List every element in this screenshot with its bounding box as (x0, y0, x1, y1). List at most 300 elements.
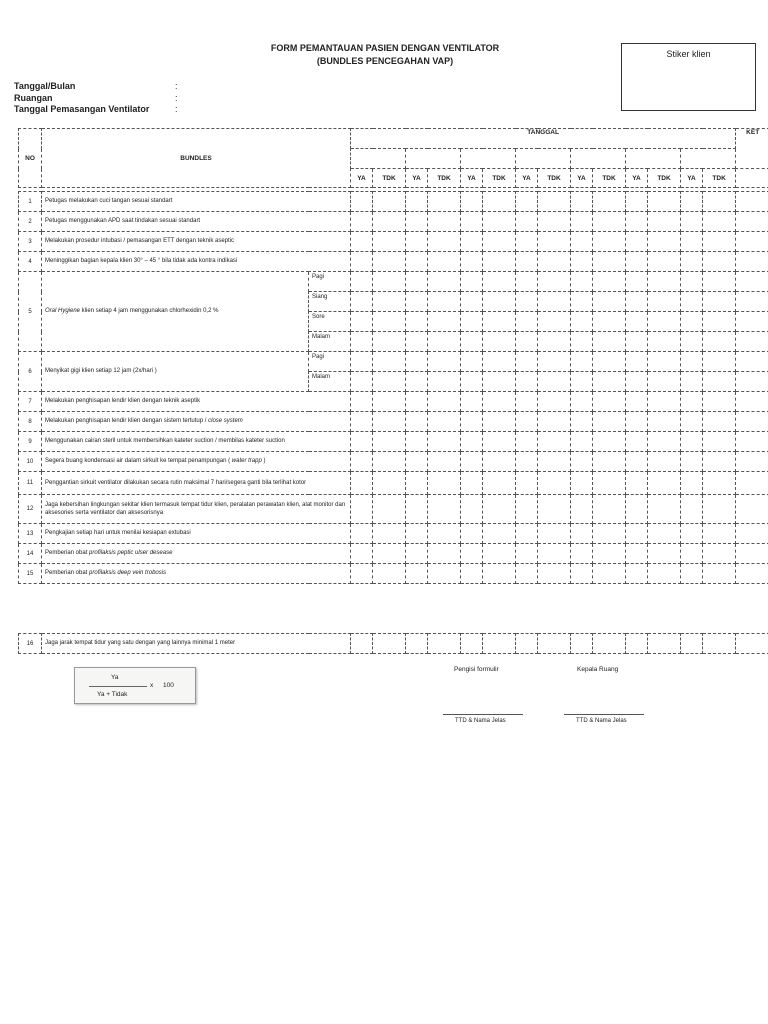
no-check-cell[interactable] (428, 544, 461, 564)
no-check-cell[interactable] (593, 392, 626, 412)
no-check-cell[interactable] (373, 564, 406, 584)
no-check-cell[interactable] (593, 412, 626, 432)
yes-check-cell[interactable] (406, 372, 428, 392)
yes-check-cell[interactable] (351, 292, 373, 312)
no-check-cell[interactable] (428, 634, 461, 654)
ket-cell[interactable] (736, 634, 768, 654)
yes-check-cell[interactable] (461, 452, 483, 472)
no-check-cell[interactable] (373, 192, 406, 212)
yes-check-cell[interactable] (351, 564, 373, 584)
no-check-cell[interactable] (648, 392, 681, 412)
yes-check-cell[interactable] (626, 544, 648, 564)
yes-check-cell[interactable] (406, 495, 428, 524)
yes-check-cell[interactable] (406, 544, 428, 564)
no-check-cell[interactable] (593, 332, 626, 352)
yes-check-cell[interactable] (461, 544, 483, 564)
yes-check-cell[interactable] (461, 524, 483, 544)
no-check-cell[interactable] (703, 564, 736, 584)
no-check-cell[interactable] (648, 352, 681, 372)
no-check-cell[interactable] (538, 332, 571, 352)
yes-check-cell[interactable] (406, 452, 428, 472)
yes-check-cell[interactable] (516, 452, 538, 472)
yes-check-cell[interactable] (461, 232, 483, 252)
ket-cell[interactable] (736, 232, 768, 252)
yes-check-cell[interactable] (681, 495, 703, 524)
yes-check-cell[interactable] (406, 634, 428, 654)
no-check-cell[interactable] (703, 524, 736, 544)
no-check-cell[interactable] (428, 192, 461, 212)
yes-check-cell[interactable] (461, 332, 483, 352)
no-check-cell[interactable] (428, 495, 461, 524)
yes-check-cell[interactable] (681, 212, 703, 232)
yes-check-cell[interactable] (681, 524, 703, 544)
yes-check-cell[interactable] (406, 524, 428, 544)
ket-cell[interactable] (736, 372, 768, 392)
yes-check-cell[interactable] (626, 252, 648, 272)
yes-check-cell[interactable] (351, 452, 373, 472)
yes-check-cell[interactable] (516, 634, 538, 654)
no-check-cell[interactable] (538, 192, 571, 212)
no-check-cell[interactable] (373, 544, 406, 564)
yes-check-cell[interactable] (626, 524, 648, 544)
yes-check-cell[interactable] (571, 212, 593, 232)
yes-check-cell[interactable] (571, 495, 593, 524)
no-check-cell[interactable] (648, 452, 681, 472)
no-check-cell[interactable] (703, 312, 736, 332)
no-check-cell[interactable] (538, 212, 571, 232)
no-check-cell[interactable] (373, 472, 406, 495)
yes-check-cell[interactable] (681, 452, 703, 472)
yes-check-cell[interactable] (461, 472, 483, 495)
no-check-cell[interactable] (648, 564, 681, 584)
no-check-cell[interactable] (648, 192, 681, 212)
no-check-cell[interactable] (648, 412, 681, 432)
yes-check-cell[interactable] (516, 495, 538, 524)
yes-check-cell[interactable] (516, 432, 538, 452)
yes-check-cell[interactable] (571, 412, 593, 432)
no-check-cell[interactable] (703, 252, 736, 272)
ket-cell[interactable] (736, 472, 768, 495)
yes-check-cell[interactable] (461, 372, 483, 392)
yes-check-cell[interactable] (516, 352, 538, 372)
no-check-cell[interactable] (538, 372, 571, 392)
no-check-cell[interactable] (538, 292, 571, 312)
yes-check-cell[interactable] (406, 292, 428, 312)
no-check-cell[interactable] (428, 372, 461, 392)
no-check-cell[interactable] (373, 495, 406, 524)
ket-cell[interactable] (736, 212, 768, 232)
no-check-cell[interactable] (593, 272, 626, 292)
no-check-cell[interactable] (373, 634, 406, 654)
no-check-cell[interactable] (538, 544, 571, 564)
no-check-cell[interactable] (428, 312, 461, 332)
no-check-cell[interactable] (593, 252, 626, 272)
yes-check-cell[interactable] (351, 252, 373, 272)
yes-check-cell[interactable] (351, 352, 373, 372)
no-check-cell[interactable] (703, 472, 736, 495)
yes-check-cell[interactable] (626, 272, 648, 292)
yes-check-cell[interactable] (406, 252, 428, 272)
yes-check-cell[interactable] (626, 452, 648, 472)
no-check-cell[interactable] (648, 292, 681, 312)
no-check-cell[interactable] (373, 352, 406, 372)
yes-check-cell[interactable] (681, 544, 703, 564)
yes-check-cell[interactable] (681, 332, 703, 352)
no-check-cell[interactable] (648, 212, 681, 232)
no-check-cell[interactable] (483, 372, 516, 392)
ket-cell[interactable] (736, 352, 768, 372)
no-check-cell[interactable] (703, 634, 736, 654)
yes-check-cell[interactable] (406, 232, 428, 252)
yes-check-cell[interactable] (516, 564, 538, 584)
no-check-cell[interactable] (538, 472, 571, 495)
yes-check-cell[interactable] (406, 312, 428, 332)
yes-check-cell[interactable] (406, 212, 428, 232)
no-check-cell[interactable] (593, 452, 626, 472)
ket-cell[interactable] (736, 544, 768, 564)
no-check-cell[interactable] (373, 372, 406, 392)
yes-check-cell[interactable] (516, 192, 538, 212)
yes-check-cell[interactable] (516, 232, 538, 252)
no-check-cell[interactable] (703, 232, 736, 252)
yes-check-cell[interactable] (516, 252, 538, 272)
no-check-cell[interactable] (483, 392, 516, 412)
yes-check-cell[interactable] (461, 192, 483, 212)
no-check-cell[interactable] (593, 564, 626, 584)
yes-check-cell[interactable] (516, 212, 538, 232)
yes-check-cell[interactable] (681, 472, 703, 495)
no-check-cell[interactable] (538, 412, 571, 432)
no-check-cell[interactable] (648, 332, 681, 352)
ket-cell[interactable] (736, 432, 768, 452)
no-check-cell[interactable] (483, 634, 516, 654)
yes-check-cell[interactable] (681, 372, 703, 392)
yes-check-cell[interactable] (351, 392, 373, 412)
no-check-cell[interactable] (648, 544, 681, 564)
no-check-cell[interactable] (593, 544, 626, 564)
yes-check-cell[interactable] (461, 495, 483, 524)
no-check-cell[interactable] (593, 432, 626, 452)
yes-check-cell[interactable] (571, 372, 593, 392)
yes-check-cell[interactable] (461, 392, 483, 412)
yes-check-cell[interactable] (626, 472, 648, 495)
no-check-cell[interactable] (483, 524, 516, 544)
yes-check-cell[interactable] (516, 332, 538, 352)
yes-check-cell[interactable] (571, 472, 593, 495)
yes-check-cell[interactable] (626, 312, 648, 332)
yes-check-cell[interactable] (626, 392, 648, 412)
date-column-6[interactable] (626, 149, 681, 169)
no-check-cell[interactable] (703, 452, 736, 472)
no-check-cell[interactable] (703, 212, 736, 232)
yes-check-cell[interactable] (406, 564, 428, 584)
yes-check-cell[interactable] (681, 564, 703, 584)
ket-cell[interactable] (736, 495, 768, 524)
no-check-cell[interactable] (648, 272, 681, 292)
yes-check-cell[interactable] (626, 412, 648, 432)
no-check-cell[interactable] (703, 332, 736, 352)
yes-check-cell[interactable] (626, 372, 648, 392)
yes-check-cell[interactable] (461, 252, 483, 272)
no-check-cell[interactable] (593, 634, 626, 654)
no-check-cell[interactable] (428, 412, 461, 432)
no-check-cell[interactable] (373, 232, 406, 252)
no-check-cell[interactable] (648, 432, 681, 452)
yes-check-cell[interactable] (571, 272, 593, 292)
no-check-cell[interactable] (373, 312, 406, 332)
yes-check-cell[interactable] (351, 192, 373, 212)
no-check-cell[interactable] (428, 352, 461, 372)
no-check-cell[interactable] (538, 495, 571, 524)
yes-check-cell[interactable] (516, 312, 538, 332)
yes-check-cell[interactable] (681, 352, 703, 372)
no-check-cell[interactable] (538, 452, 571, 472)
yes-check-cell[interactable] (406, 192, 428, 212)
no-check-cell[interactable] (428, 212, 461, 232)
yes-check-cell[interactable] (406, 432, 428, 452)
yes-check-cell[interactable] (351, 412, 373, 432)
yes-check-cell[interactable] (571, 392, 593, 412)
yes-check-cell[interactable] (351, 212, 373, 232)
yes-check-cell[interactable] (351, 272, 373, 292)
yes-check-cell[interactable] (571, 352, 593, 372)
no-check-cell[interactable] (593, 232, 626, 252)
date-column-4[interactable] (516, 149, 571, 169)
yes-check-cell[interactable] (681, 292, 703, 312)
yes-check-cell[interactable] (516, 372, 538, 392)
no-check-cell[interactable] (483, 212, 516, 232)
yes-check-cell[interactable] (406, 352, 428, 372)
yes-check-cell[interactable] (351, 312, 373, 332)
yes-check-cell[interactable] (461, 212, 483, 232)
no-check-cell[interactable] (483, 192, 516, 212)
no-check-cell[interactable] (538, 272, 571, 292)
yes-check-cell[interactable] (626, 634, 648, 654)
yes-check-cell[interactable] (351, 432, 373, 452)
yes-check-cell[interactable] (406, 272, 428, 292)
no-check-cell[interactable] (373, 524, 406, 544)
yes-check-cell[interactable] (571, 634, 593, 654)
date-column-5[interactable] (571, 149, 626, 169)
yes-check-cell[interactable] (351, 495, 373, 524)
yes-check-cell[interactable] (461, 312, 483, 332)
no-check-cell[interactable] (538, 432, 571, 452)
yes-check-cell[interactable] (571, 232, 593, 252)
yes-check-cell[interactable] (626, 232, 648, 252)
no-check-cell[interactable] (648, 232, 681, 252)
no-check-cell[interactable] (428, 472, 461, 495)
no-check-cell[interactable] (428, 332, 461, 352)
no-check-cell[interactable] (428, 432, 461, 452)
no-check-cell[interactable] (703, 392, 736, 412)
yes-check-cell[interactable] (351, 544, 373, 564)
no-check-cell[interactable] (703, 192, 736, 212)
yes-check-cell[interactable] (406, 392, 428, 412)
no-check-cell[interactable] (593, 292, 626, 312)
ket-cell[interactable] (736, 252, 768, 272)
no-check-cell[interactable] (373, 412, 406, 432)
yes-check-cell[interactable] (351, 634, 373, 654)
yes-check-cell[interactable] (626, 192, 648, 212)
no-check-cell[interactable] (373, 332, 406, 352)
yes-check-cell[interactable] (571, 524, 593, 544)
yes-check-cell[interactable] (516, 544, 538, 564)
no-check-cell[interactable] (373, 272, 406, 292)
yes-check-cell[interactable] (626, 495, 648, 524)
yes-check-cell[interactable] (571, 192, 593, 212)
yes-check-cell[interactable] (681, 192, 703, 212)
no-check-cell[interactable] (703, 412, 736, 432)
yes-check-cell[interactable] (351, 472, 373, 495)
yes-check-cell[interactable] (516, 524, 538, 544)
no-check-cell[interactable] (373, 452, 406, 472)
no-check-cell[interactable] (428, 452, 461, 472)
no-check-cell[interactable] (483, 412, 516, 432)
ket-cell[interactable] (736, 272, 768, 292)
yes-check-cell[interactable] (681, 392, 703, 412)
yes-check-cell[interactable] (626, 212, 648, 232)
ket-cell[interactable] (736, 452, 768, 472)
yes-check-cell[interactable] (571, 332, 593, 352)
no-check-cell[interactable] (593, 372, 626, 392)
yes-check-cell[interactable] (571, 544, 593, 564)
no-check-cell[interactable] (538, 392, 571, 412)
yes-check-cell[interactable] (461, 432, 483, 452)
yes-check-cell[interactable] (351, 332, 373, 352)
yes-check-cell[interactable] (351, 372, 373, 392)
yes-check-cell[interactable] (681, 412, 703, 432)
yes-check-cell[interactable] (461, 634, 483, 654)
no-check-cell[interactable] (428, 252, 461, 272)
no-check-cell[interactable] (593, 212, 626, 232)
yes-check-cell[interactable] (626, 292, 648, 312)
no-check-cell[interactable] (538, 252, 571, 272)
yes-check-cell[interactable] (461, 352, 483, 372)
no-check-cell[interactable] (428, 564, 461, 584)
no-check-cell[interactable] (538, 232, 571, 252)
no-check-cell[interactable] (428, 392, 461, 412)
yes-check-cell[interactable] (681, 272, 703, 292)
no-check-cell[interactable] (483, 252, 516, 272)
no-check-cell[interactable] (648, 312, 681, 332)
ket-cell[interactable] (736, 312, 768, 332)
ket-cell[interactable] (736, 192, 768, 212)
no-check-cell[interactable] (593, 495, 626, 524)
no-check-cell[interactable] (483, 312, 516, 332)
yes-check-cell[interactable] (461, 564, 483, 584)
no-check-cell[interactable] (648, 472, 681, 495)
ket-cell[interactable] (736, 524, 768, 544)
no-check-cell[interactable] (428, 292, 461, 312)
no-check-cell[interactable] (483, 564, 516, 584)
no-check-cell[interactable] (373, 212, 406, 232)
no-check-cell[interactable] (428, 272, 461, 292)
yes-check-cell[interactable] (406, 472, 428, 495)
yes-check-cell[interactable] (626, 432, 648, 452)
no-check-cell[interactable] (483, 452, 516, 472)
yes-check-cell[interactable] (681, 312, 703, 332)
date-column-2[interactable] (406, 149, 461, 169)
ket-cell[interactable] (736, 332, 768, 352)
yes-check-cell[interactable] (571, 564, 593, 584)
no-check-cell[interactable] (703, 272, 736, 292)
yes-check-cell[interactable] (516, 292, 538, 312)
no-check-cell[interactable] (703, 372, 736, 392)
no-check-cell[interactable] (538, 634, 571, 654)
yes-check-cell[interactable] (681, 232, 703, 252)
yes-check-cell[interactable] (626, 564, 648, 584)
no-check-cell[interactable] (593, 312, 626, 332)
no-check-cell[interactable] (593, 192, 626, 212)
no-check-cell[interactable] (428, 524, 461, 544)
no-check-cell[interactable] (648, 634, 681, 654)
yes-check-cell[interactable] (406, 412, 428, 432)
no-check-cell[interactable] (593, 472, 626, 495)
yes-check-cell[interactable] (351, 524, 373, 544)
ket-cell[interactable] (736, 564, 768, 584)
no-check-cell[interactable] (703, 352, 736, 372)
no-check-cell[interactable] (538, 564, 571, 584)
yes-check-cell[interactable] (681, 432, 703, 452)
no-check-cell[interactable] (483, 432, 516, 452)
no-check-cell[interactable] (483, 352, 516, 372)
no-check-cell[interactable] (483, 332, 516, 352)
yes-check-cell[interactable] (461, 292, 483, 312)
yes-check-cell[interactable] (516, 412, 538, 432)
yes-check-cell[interactable] (681, 252, 703, 272)
no-check-cell[interactable] (373, 392, 406, 412)
no-check-cell[interactable] (593, 352, 626, 372)
no-check-cell[interactable] (593, 524, 626, 544)
no-check-cell[interactable] (483, 232, 516, 252)
date-column-1[interactable] (351, 149, 406, 169)
date-column-3[interactable] (461, 149, 516, 169)
yes-check-cell[interactable] (516, 472, 538, 495)
no-check-cell[interactable] (703, 544, 736, 564)
no-check-cell[interactable] (483, 272, 516, 292)
yes-check-cell[interactable] (571, 312, 593, 332)
no-check-cell[interactable] (648, 495, 681, 524)
yes-check-cell[interactable] (571, 452, 593, 472)
yes-check-cell[interactable] (571, 252, 593, 272)
no-check-cell[interactable] (428, 232, 461, 252)
no-check-cell[interactable] (648, 252, 681, 272)
yes-check-cell[interactable] (461, 412, 483, 432)
yes-check-cell[interactable] (516, 392, 538, 412)
yes-check-cell[interactable] (681, 634, 703, 654)
yes-check-cell[interactable] (626, 352, 648, 372)
ket-cell[interactable] (736, 392, 768, 412)
no-check-cell[interactable] (538, 524, 571, 544)
no-check-cell[interactable] (483, 292, 516, 312)
no-check-cell[interactable] (483, 472, 516, 495)
no-check-cell[interactable] (648, 372, 681, 392)
ket-cell[interactable] (736, 412, 768, 432)
no-check-cell[interactable] (703, 292, 736, 312)
ket-cell[interactable] (736, 292, 768, 312)
yes-check-cell[interactable] (406, 332, 428, 352)
yes-check-cell[interactable] (571, 432, 593, 452)
no-check-cell[interactable] (648, 524, 681, 544)
no-check-cell[interactable] (373, 252, 406, 272)
yes-check-cell[interactable] (351, 232, 373, 252)
yes-check-cell[interactable] (571, 292, 593, 312)
no-check-cell[interactable] (373, 432, 406, 452)
yes-check-cell[interactable] (516, 272, 538, 292)
no-check-cell[interactable] (538, 352, 571, 372)
no-check-cell[interactable] (373, 292, 406, 312)
no-check-cell[interactable] (538, 312, 571, 332)
